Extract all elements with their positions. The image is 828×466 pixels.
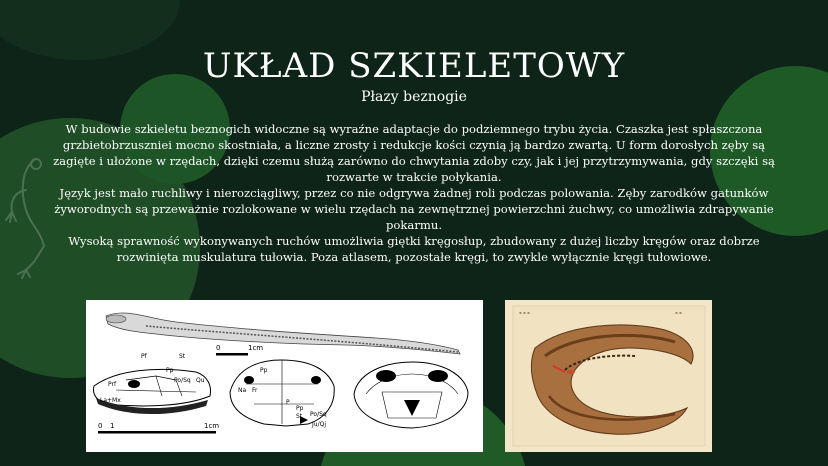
scale-label: 1cm [204, 422, 220, 430]
skull-label: Prf [108, 381, 117, 388]
skull-label: Ju/Qj [312, 421, 326, 428]
full-skeleton [106, 313, 460, 354]
svg-text:▪ ▪: ▪ ▪ [675, 310, 682, 315]
skull-label: Qu [196, 377, 205, 384]
skull-label: P [286, 399, 290, 406]
scale-label: 0 [216, 344, 221, 352]
anatomical-plate-image [505, 300, 712, 452]
paragraph: Wysoką sprawność wykonywanych ruchów umożliwia giętki kręgosłup, zbudowany z dużej liczby kręgów oraz dobrze rozwinięta muskulatura tułowia. Poza atlasem, pozostałe kręgi, to zwykle wyłącznie kręgi tułowiowe. [68, 234, 760, 264]
scale-bar [98, 431, 216, 434]
skull-label: La+Mx [100, 397, 121, 404]
skull-label: Na [238, 387, 247, 394]
scale-label: 0 [98, 422, 103, 430]
skull-label: St [179, 353, 186, 360]
scale-bar [216, 353, 248, 356]
skull-label: Pp [296, 405, 304, 412]
skull-label: Fr [252, 387, 258, 394]
skull-label: Po/Sq [174, 377, 191, 384]
scale-label: 1cm [248, 344, 264, 352]
paragraph: Język jest mało ruchliwy i nierozciągliwy, przez co nie odgrywa żadnej roli podczas polowania. Zęby zarodków gatunków żyworodnych są przeważnie rozlokowane w wielu rzędach na zewnętrznej powierzchni żuchwy, co umożliwia zdrapywanie pokarmu. [54, 186, 774, 232]
slide-subtitle: Płazy beznogie [361, 89, 467, 105]
slide-title: UKŁAD SZKIELETOWY [202, 46, 626, 86]
skeleton-figure [86, 300, 483, 452]
skull-label: Po/Sq [310, 411, 327, 418]
scale-label: 1 [110, 422, 115, 430]
skull-label: Pp [166, 367, 174, 374]
plate-drawing [505, 300, 712, 452]
skull-label: Pf [141, 353, 147, 360]
skeleton-drawing [86, 300, 483, 452]
skull-lateral [94, 369, 211, 414]
skull-label: St [296, 413, 303, 420]
svg-text:▪ ▪ ▪: ▪ ▪ ▪ [519, 310, 530, 315]
paragraph: W budowie szkieletu beznogich widoczne są wyraźne adaptacje do podziemnego trybu życia. Czaszka jest spłaszczona grzbietobrzuszniei mocno skostniała, a liczne zrosty i redukcje kości czynią ją bardzo zwartą. U form dorosłych zęby są zagięte i ułożone w rzędach, dzięki czemu służą zarówno do chwytania zdoby czy, jak i jej przytrzymywania, gdy szczęki są rozwarte w trakcie połykania. [53, 122, 775, 184]
skull-ventral [354, 362, 468, 428]
skull-label: Pp [260, 367, 268, 374]
body-text [48, 121, 780, 265]
